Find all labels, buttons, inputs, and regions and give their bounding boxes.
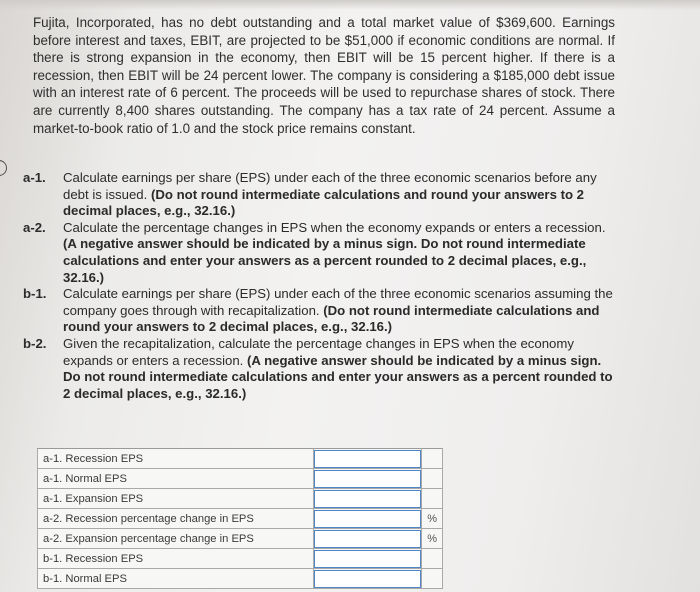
answer-label: b-1. Recession EPS <box>38 549 314 569</box>
problem-statement: Fujita, Incorporated, has no debt outstanding and a total market value of $369,600. Earnings before interest and taxes, EBIT, are projected to be $51,000 if economic conditions are normal. If there is strong expansion in the economy, then EBIT will be 15 percent higher. If there is a recession, then EBIT will be 24 percent lower. The company is considering a $185,000 debt issue with an interest rate of 6 percent. The proceeds will be used to repurchase shares of stock. There are currently 8,400 shares outstanding. The company has a tax rate of 24 percent. Assume a market-to-book ratio of 1.0 and the stock price remains constant. <box>33 15 615 136</box>
question-text: Calculate earnings per share (EPS) under each of the three economic scenarios assuming the company goes through with recapitalization. <box>63 286 613 318</box>
question-label: b-2. <box>23 335 47 351</box>
table-row <box>38 509 443 529</box>
unit-suffix: % <box>422 529 443 549</box>
answer-cell <box>314 449 422 469</box>
table-row <box>38 489 443 509</box>
question-item <box>23 336 615 402</box>
answer-cell <box>314 529 422 549</box>
question-text: Given the recapitalization, calculate the percentage changes in EPS when the economy expands or enters a recession. <box>63 335 574 368</box>
answer-label: a-2. Recession percentage change in EPS <box>38 509 314 529</box>
question-label: b-1. <box>23 286 47 302</box>
table-row <box>38 569 443 589</box>
question-instruction: (Do not round intermediate calculations and round your answers to 2 decimal places, e.g., 32.16.) <box>63 186 585 219</box>
question-instruction: (A negative answer should be indicated by a minus sign. Do not round intermediate calculations and enter your answers as a percent rounded to 2 decimal places, e.g., 32.16.) <box>63 352 613 401</box>
question-item <box>23 170 615 220</box>
unit-suffix <box>422 489 443 509</box>
answer-label: a-2. Expansion percentage change in EPS <box>38 529 314 549</box>
expansion-pct-change-a2-input[interactable] <box>314 530 421 548</box>
question-item <box>23 286 615 336</box>
answer-cell <box>314 509 422 529</box>
unit-suffix: % <box>422 509 443 529</box>
table-row <box>38 529 443 549</box>
unit-suffix <box>422 569 443 589</box>
recession-eps-b1-input[interactable] <box>314 550 421 568</box>
table-row <box>38 449 443 469</box>
answer-label: a-1. Normal EPS <box>38 469 314 489</box>
answer-cell <box>314 489 422 509</box>
normal-eps-b1-input[interactable] <box>314 570 421 588</box>
bracket-mark-icon <box>0 160 7 176</box>
answer-cell <box>314 469 422 489</box>
photo-shadow <box>0 0 700 10</box>
question-text: Calculate earnings per share (EPS) under each of the three economic scenarios before any debt is issued. <box>63 170 597 202</box>
table-row <box>38 469 443 489</box>
question-instruction: (A negative answer should be indicated by a minus sign. Do not round intermediate calculations and enter your answers as a percent rounded to 2 decimal places, e.g., 32.16.) <box>63 236 587 285</box>
answer-cell <box>314 569 422 589</box>
question-label: a-2. <box>23 219 46 235</box>
question-instruction: (Do not round intermediate calculations and round your answers to 2 decimal places, e.g., 32.16.) <box>63 302 600 335</box>
question-list <box>23 170 615 402</box>
table-row <box>38 549 443 569</box>
expansion-eps-a1-input[interactable] <box>314 490 421 508</box>
answer-label: b-1. Normal EPS <box>38 569 314 589</box>
unit-suffix <box>422 549 443 569</box>
unit-suffix <box>422 469 443 489</box>
normal-eps-a1-input[interactable] <box>314 470 421 488</box>
unit-suffix <box>422 449 443 469</box>
question-label: a-1. <box>23 170 46 185</box>
answer-label: a-1. Recession EPS <box>38 449 314 469</box>
answer-cell <box>314 549 422 569</box>
question-text: Calculate the percentage changes in EPS when the economy expands or enters a recession. <box>63 219 606 235</box>
answer-label: a-1. Expansion EPS <box>38 489 314 509</box>
question-item <box>23 220 615 286</box>
recession-eps-a1-input[interactable] <box>314 450 421 468</box>
recession-pct-change-a2-input[interactable] <box>314 510 421 528</box>
answer-table <box>37 448 443 589</box>
